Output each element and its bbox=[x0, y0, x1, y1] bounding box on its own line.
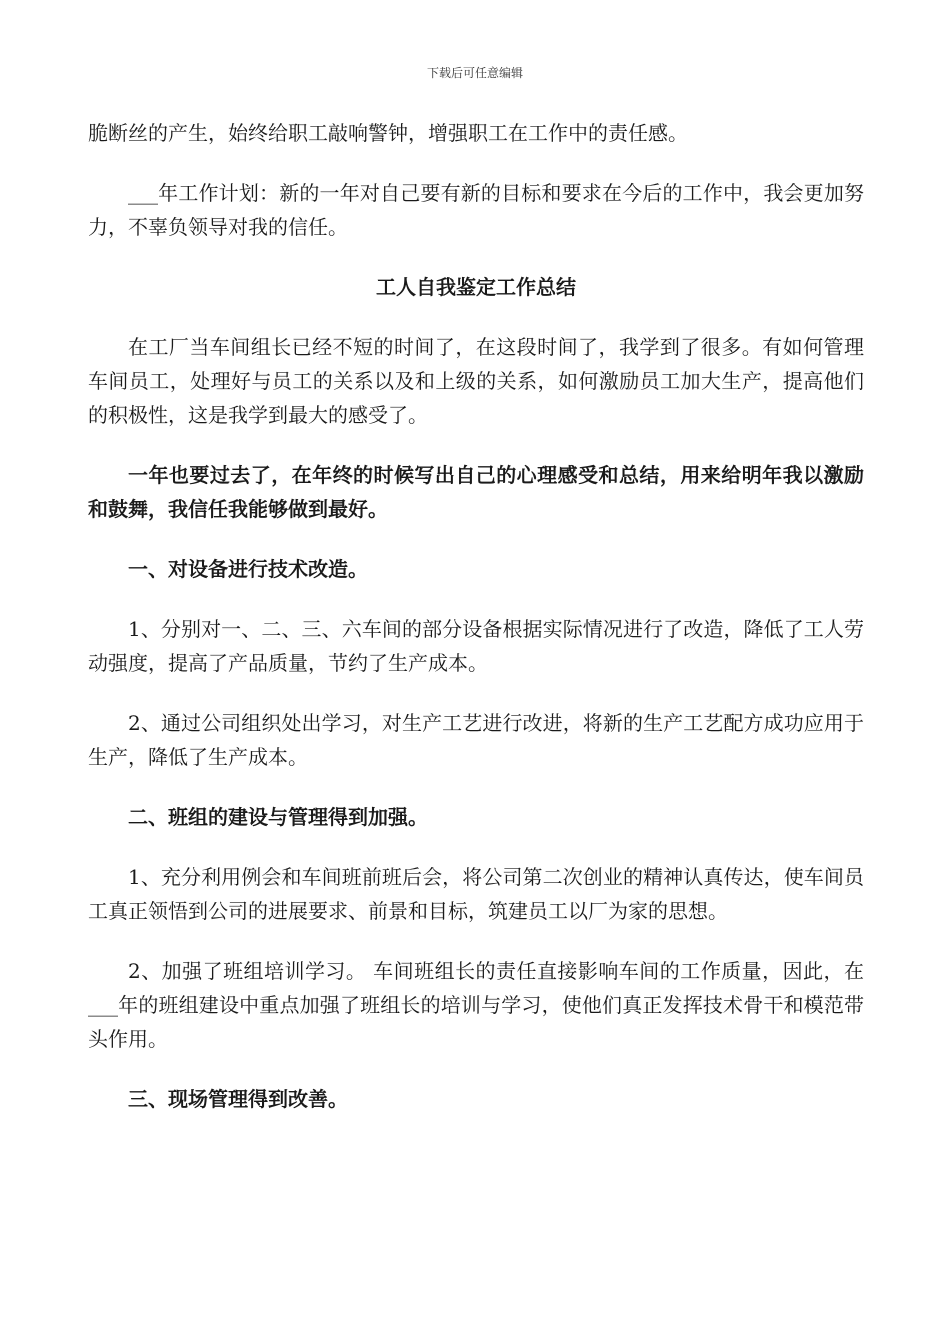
paragraph-continuation: 脆断丝的产生，始终给职工敲响警钟，增强职工在工作中的责任感。 bbox=[88, 121, 688, 145]
document-body bbox=[88, 116, 864, 1116]
heading-team: 二、班组的建设与管理得到加强。 bbox=[128, 805, 428, 829]
paragraph-intro: 在工厂当车间组长已经不短的时间了，在这段时间了，我学到了很多。有如何管理车间员工，处理好与员工的关系以及和上级的关系，如何激励员工加大生产，提高他们的积极性，这是我学到最大的感受了。 bbox=[88, 335, 864, 427]
heading-site: 三、现场管理得到改善。 bbox=[128, 1087, 348, 1111]
paragraph-team-1: 1、充分利用例会和车间班前班后会，将公司第二次创业的精神认真传达，使车间员工真正领悟到公司的进展要求、前景和目标，筑建员工以厂为家的思想。 bbox=[88, 865, 864, 923]
paragraph-summary-bold: 一年也要过去了，在年终的时候写出自己的心理感受和总结，用来给明年我以激励和鼓舞，我信任我能够做到最好。 bbox=[88, 463, 864, 521]
paragraph-equipment-2: 2、通过公司组织处出学习，对生产工艺进行改进，将新的生产工艺配方成功应用于生产，降低了生产成本。 bbox=[88, 711, 864, 769]
section-title: 工人自我鉴定工作总结 bbox=[376, 275, 576, 299]
paragraph-equipment-1: 1、分别对一、二、三、六车间的部分设备根据实际情况进行了改造，降低了工人劳动强度，提高了产品质量，节约了生产成本。 bbox=[88, 617, 864, 675]
page-header: 下载后可任意编辑 bbox=[426, 66, 523, 80]
paragraph-work-plan: ___年工作计划：新的一年对自己要有新的目标和要求在今后的工作中，我会更加努力，不辜负领导对我的信任。 bbox=[88, 181, 864, 239]
paragraph-team-2: 2、加强了班组培训学习。 车间班组长的责任直接影响车间的工作质量，因此，在___年的班组建设中重点加强了班组长的培训与学习，使他们真正发挥技术骨干和模范带头作用。 bbox=[88, 959, 864, 1051]
heading-equipment: 一、对设备进行技术改造。 bbox=[128, 557, 368, 581]
